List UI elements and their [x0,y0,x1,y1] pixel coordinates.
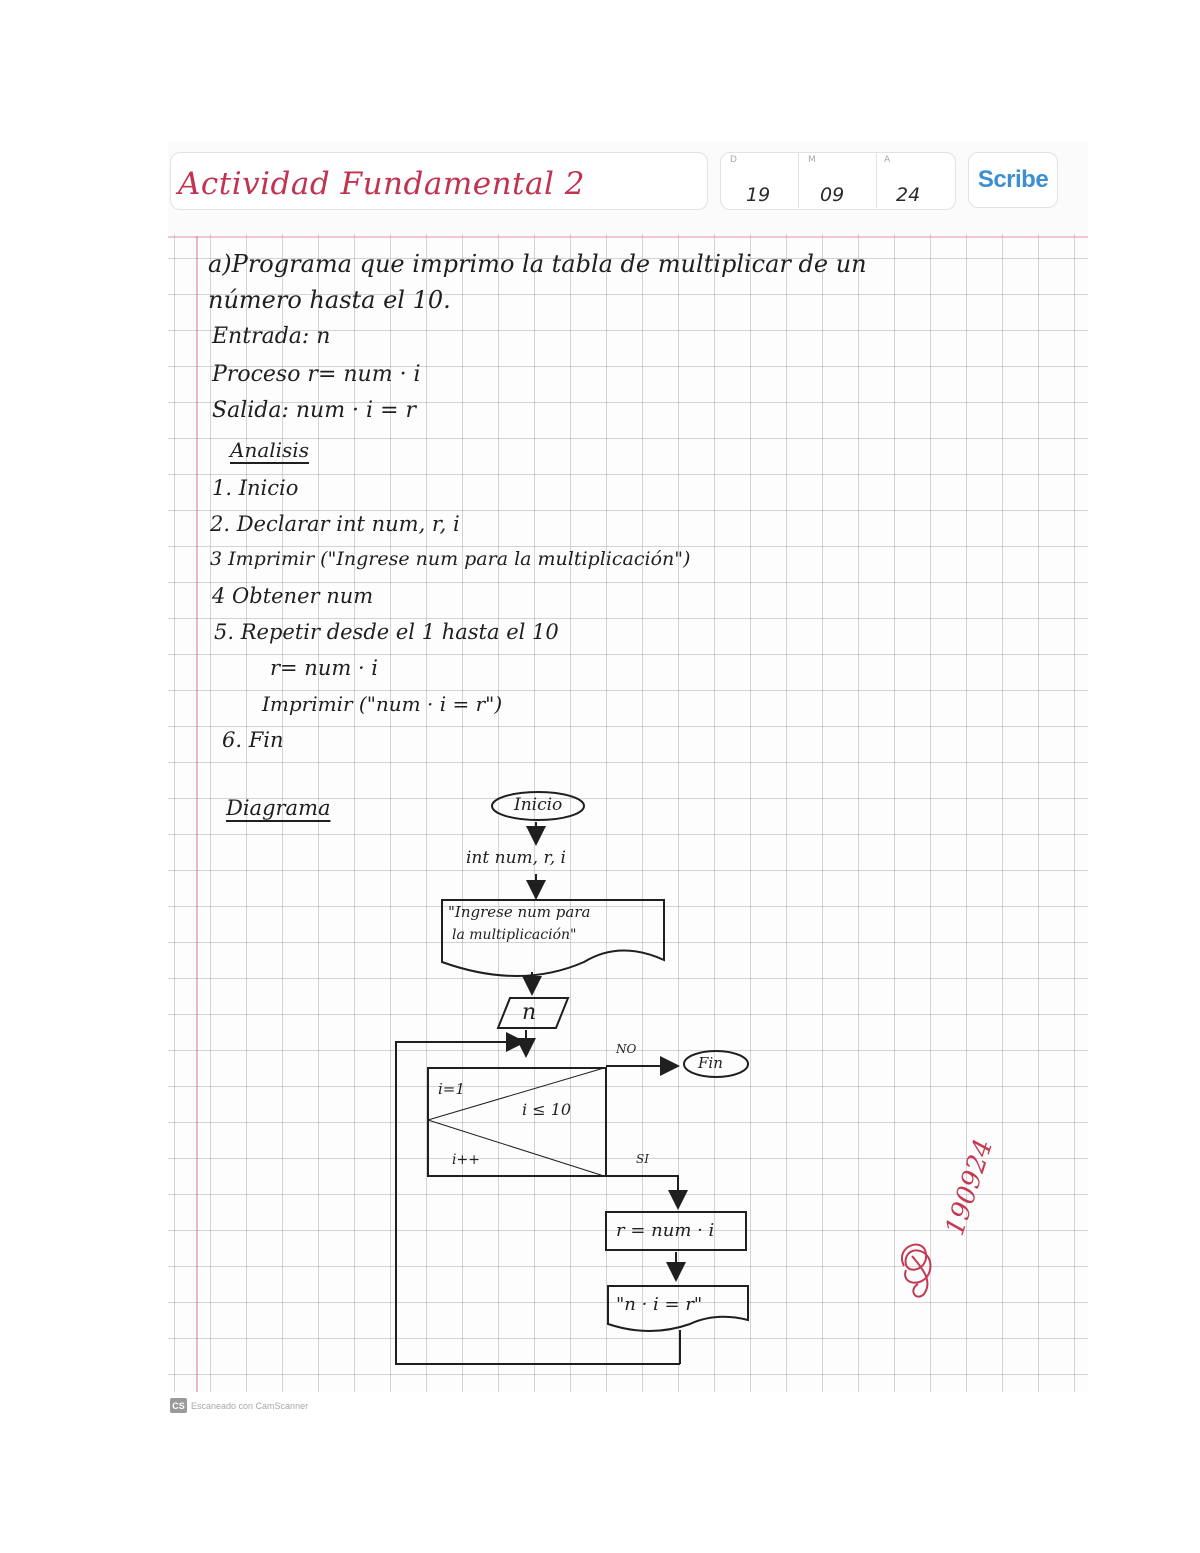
flow-loop-condition-label: i ≤ 10 [522,1100,572,1119]
day-value: 19 [746,184,771,206]
flow-process-label: r = num · i [616,1220,715,1241]
camscanner-text: Escaneado con CamScanner [191,1400,309,1411]
flow-start-label: Inicio [514,795,563,815]
signature-scribble [894,1236,944,1306]
brand-name: Scribe [977,166,1049,193]
analysis-step: Imprimir ("num · i = r") [262,692,503,716]
year-value: 24 [896,184,921,206]
date-stamp: 190924 [940,1135,1000,1240]
analysis-step: 2. Declarar int num, r, i [210,512,460,536]
flow-end-label: Fin [698,1054,723,1072]
statement-line-1: a)Programa que imprimo la tabla de multiplicar de un [208,250,867,278]
page-title: Actividad Fundamental 2 [178,166,585,202]
salida-line: Salida: num · i = r [212,398,417,423]
flow-loop-init-label: i=1 [438,1080,465,1098]
flow-prompt-line-1: "Ingrese num para [448,903,591,921]
camscanner-logo: CS [170,1398,187,1413]
analysis-step: 6. Fin [222,728,284,752]
analysis-step: 3 Imprimir ("Ingrese num para la multiplicación") [210,548,691,570]
analysis-heading: Analisis [230,438,309,462]
month-value: 09 [820,184,845,206]
statement-line-2: número hasta el 10. [208,286,451,314]
flow-branch-no-label: NO [616,1042,637,1056]
flow-declare-label: int num, r, i [466,848,566,868]
flow-loop-increment-label: i++ [452,1152,480,1168]
analysis-step: 5. Repetir desde el 1 hasta el 10 [214,620,559,644]
month-caption: M [808,155,816,165]
entrada-line: Entrada: n [212,324,331,349]
analysis-step: 1. Inicio [212,476,299,500]
analysis-step: r= num · i [270,656,379,680]
flow-arrow [606,1176,678,1206]
proceso-line: Proceso r= num · i [212,362,421,387]
flow-prompt-line-2: la multiplicación" [452,927,577,943]
scanner-watermark [170,1398,308,1413]
analysis-step: 4 Obtener num [212,584,374,608]
diagram-heading: Diagrama [226,796,331,820]
flow-input-label: n [522,1000,537,1025]
year-caption: A [884,155,891,165]
flow-output-label: "n · i = r" [616,1294,703,1315]
flow-branch-si-label: SI [636,1152,649,1166]
day-caption: D [730,155,737,165]
